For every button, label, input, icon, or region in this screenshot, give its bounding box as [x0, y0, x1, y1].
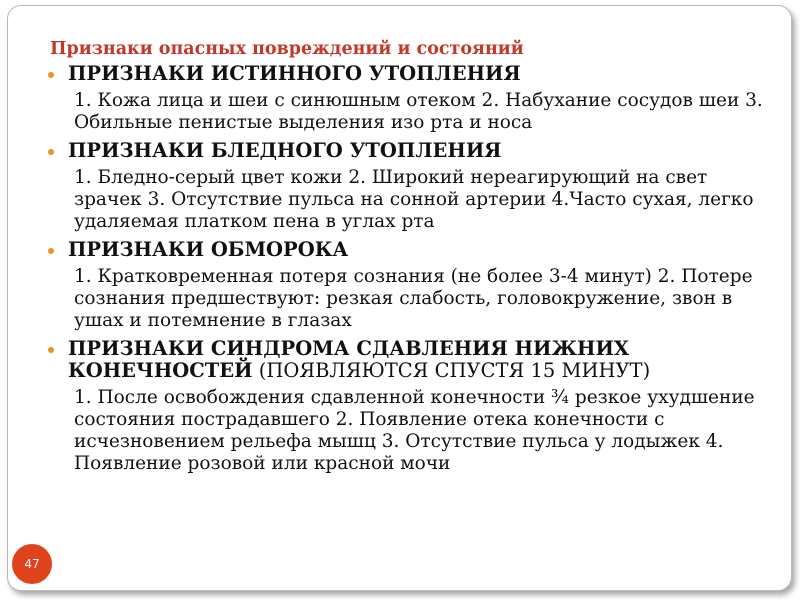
- section-pale-drowning: [50, 140, 780, 233]
- section-body: 1. После освобождения сдавленной конечности ¾ резкое ухудшение состояния пострадавшего 2. Появление отека конечности с исчезновением рельефа мышц 3. Отсутствие пульса у лодыжек 4. Появление розовой или красной мочи: [74, 387, 755, 474]
- section-title-bold: ПРИЗНАКИ СИНДРОМА СДАВЛЕНИЯ НИЖНИХ КОНЕЧНОСТЕЙ: [68, 337, 630, 382]
- bullet-icon: [48, 149, 54, 155]
- slide-frame: [7, 5, 792, 591]
- section-title-bold: ПРИЗНАКИ БЛЕДНОГО УТОПЛЕНИЯ: [68, 139, 502, 162]
- section-crush-syndrome: [50, 338, 780, 475]
- section-header: [50, 239, 780, 261]
- section-title: [68, 338, 780, 382]
- section-body: 1. Кожа лица и шеи с синюшным отеком 2. Набухание сосудов шеи 3. Обильные пенистые выделения изо рта и носа: [74, 90, 763, 133]
- section-fainting: [50, 239, 780, 332]
- section-header: [50, 140, 780, 162]
- section-body: 1. Бледно-серый цвет кожи 2. Широкий нереагирующий на свет зрачек 3. Отсутствие пульса на сонной артерии 4.Часто сухая, легко удаляемая платком пена в углах рта: [74, 167, 754, 232]
- section-header: [50, 63, 780, 85]
- page-number-badge: 47: [12, 544, 52, 584]
- section-title: [68, 140, 501, 162]
- bullet-icon: [48, 347, 54, 353]
- section-body: 1. Кратковременная потеря сознания (не более 3-4 минут) 2. Потере сознания предшествуют: резкая слабость, головокружение, звон в ушах и потемнение в глазах: [74, 266, 753, 331]
- bullet-icon: [48, 248, 54, 254]
- section-title-note: (ПОЯВЛЯЮТСЯ СПУСТЯ 15 МИНУТ): [252, 359, 651, 382]
- section-title: [68, 239, 348, 261]
- section-header: [50, 338, 780, 382]
- slide-content: [50, 38, 780, 481]
- bullet-icon: [48, 72, 54, 78]
- section-true-drowning: [50, 63, 780, 134]
- section-title-bold: ПРИЗНАКИ ОБМОРОКА: [68, 238, 349, 261]
- page-title: Признаки опасных повреждений и состояний: [50, 39, 524, 59]
- section-title-bold: ПРИЗНАКИ ИСТИННОГО УТОПЛЕНИЯ: [68, 62, 521, 85]
- section-title: [68, 63, 521, 85]
